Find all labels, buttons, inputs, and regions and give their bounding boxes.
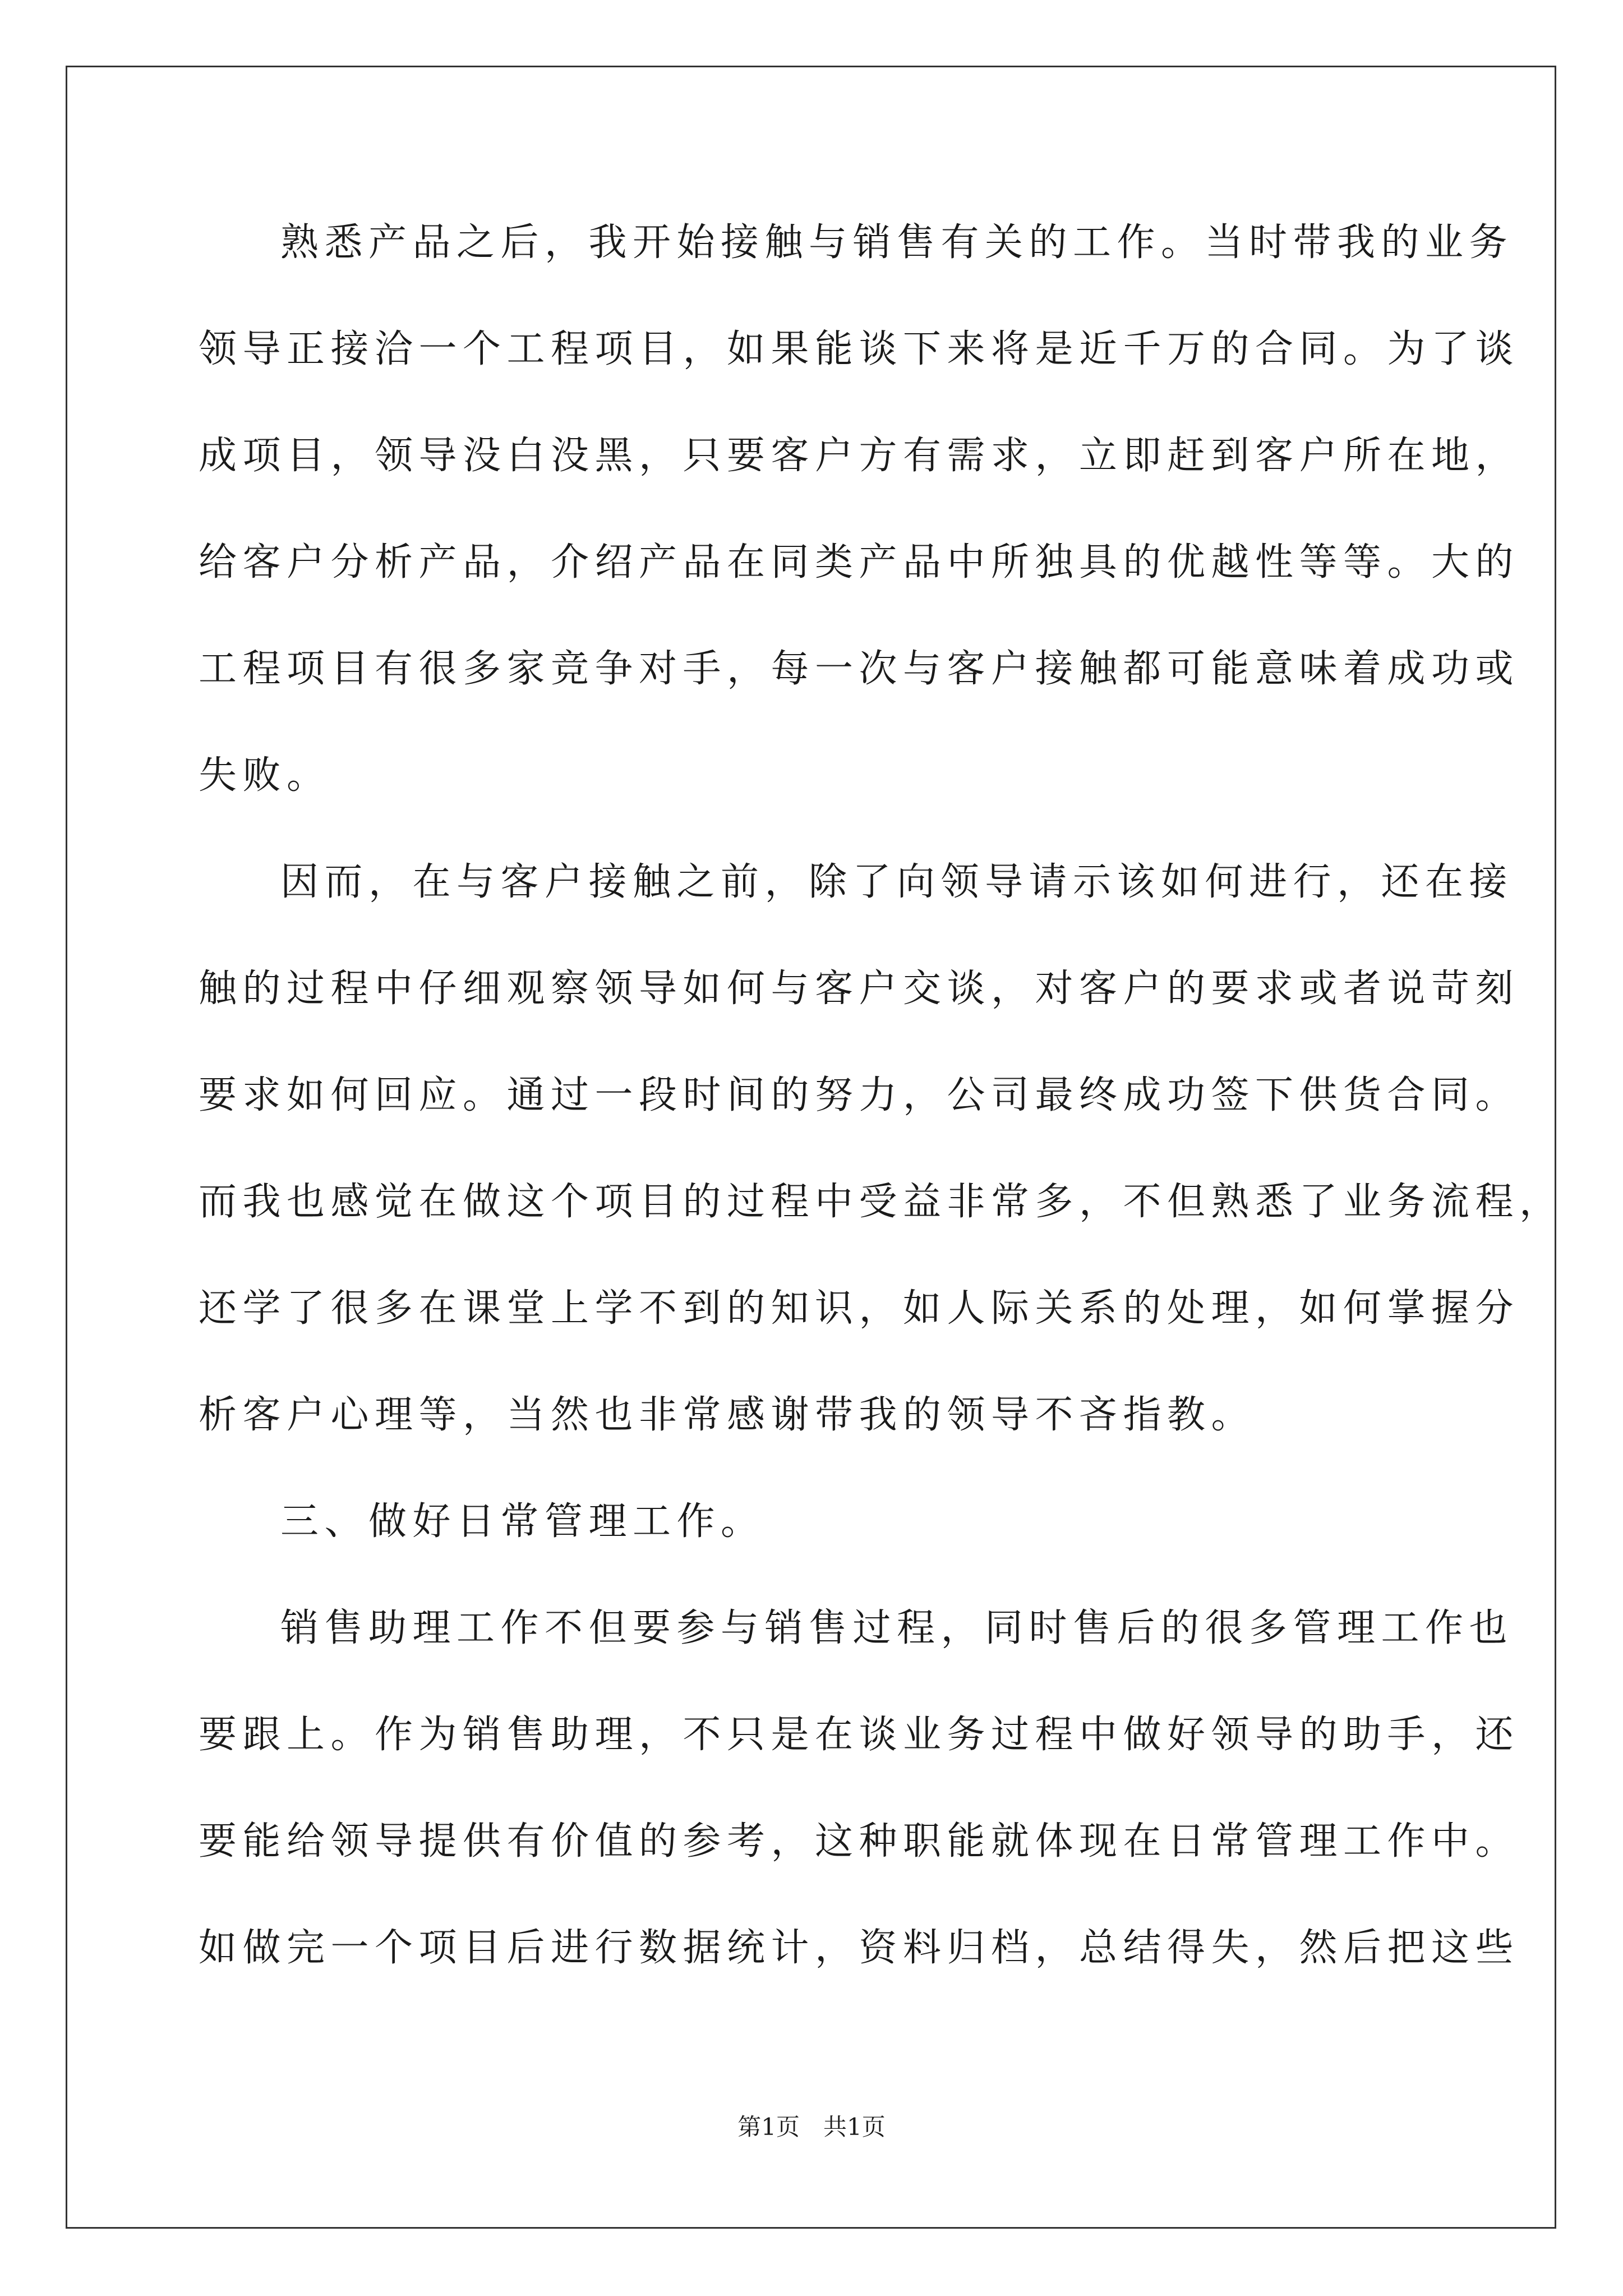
text-line: 失败。 [199, 753, 331, 798]
text-line: 熟悉产品之后，我开始接触与销售有关的工作。当时带我的业务 [280, 220, 1514, 265]
text-line: 要求如何回应。通过一段时间的努力，公司最终成功签下供货合同。 [199, 1073, 1520, 1117]
text-line: 领导正接洽一个工程项目，如果能谈下来将是近千万的合同。为了谈 [199, 327, 1520, 371]
text-line: 还学了很多在课堂上学不到的知识，如人际关系的处理，如何掌握分 [199, 1286, 1520, 1331]
text-line: 析客户心理等，当然也非常感谢带我的领导不吝指教。 [199, 1393, 1256, 1437]
text-line: 触的过程中仔细观察领导如何与客户交谈，对客户的要求或者说苛刻 [199, 967, 1520, 1011]
section-heading: 三、做好日常管理工作。 [280, 1499, 765, 1544]
page-border [66, 66, 1556, 2229]
page-number-footer: 第1页 共1页 [737, 2113, 886, 2141]
text-line: 工程项目有很多家竞争对手，每一次与客户接触都可能意味着成功或 [199, 647, 1520, 691]
text-line: 给客户分析产品，介绍产品在同类产品中所独具的优越性等等。大的 [199, 540, 1520, 585]
text-line: 而我也感觉在做这个项目的过程中受益非常多，不但熟悉了业务流程， [199, 1180, 1564, 1224]
text-line: 要能给领导提供有价值的参考，这种职能就体现在日常管理工作中。 [199, 1819, 1520, 1864]
text-line: 如做完一个项目后进行数据统计，资料归档，总结得失，然后把这些 [199, 1926, 1520, 1970]
text-line: 销售助理工作不但要参与销售过程，同时售后的很多管理工作也 [280, 1606, 1514, 1650]
text-line: 成项目，领导没白没黑，只要客户方有需求，立即赶到客户所在地， [199, 434, 1520, 478]
text-line: 要跟上。作为销售助理，不只是在谈业务过程中做好领导的助手，还 [199, 1713, 1520, 1757]
text-line: 因而，在与客户接触之前，除了向领导请示该如何进行，还在接 [280, 860, 1514, 904]
